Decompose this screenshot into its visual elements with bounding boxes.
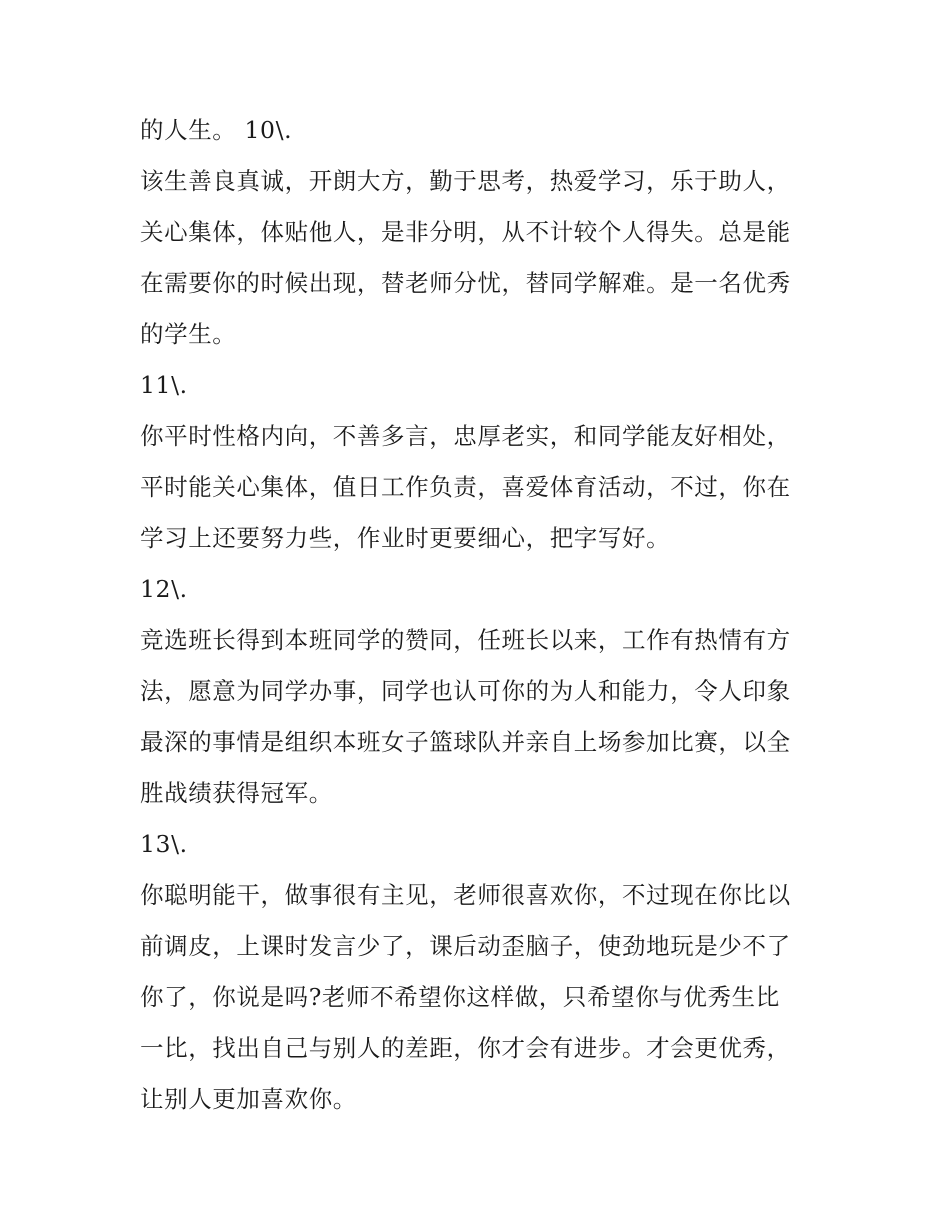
item-number: 12\.	[140, 575, 188, 603]
document-body	[140, 105, 820, 1125]
text-line: 在需要你的时候出现，替老师分忧，替同学解难。是一名优秀	[140, 269, 791, 297]
text-line: 前调皮，上课时发言少了，课后动歪脑子，使劲地玩是少不了	[140, 932, 791, 960]
text-line: 平时能关心集体，值日工作负责，喜爱体育活动，不过，你在	[140, 473, 791, 501]
text-line: 该生善良真诚，开朗大方，勤于思考，热爱学习，乐于助人，	[140, 167, 791, 195]
text-line: 你了，你说是吗?老师不希望你这样做，只希望你与优秀生比	[140, 983, 780, 1011]
text-line: 学习上还要努力些，作业时更要细心，把字写好。	[140, 524, 671, 552]
text-line: 你平时性格内向，不善多言，忠厚老实，和同学能友好相处，	[140, 422, 791, 450]
text-line: 法，愿意为同学办事，同学也认可你的为人和能力，令人印象	[140, 677, 791, 705]
text-line: 关心集体，体贴他人，是非分明，从不计较个人得失。总是能	[140, 218, 791, 246]
item-number: 13\.	[140, 830, 188, 858]
text-line: 让别人更加喜欢你。	[140, 1085, 357, 1113]
text-line: 胜战绩获得冠军。	[140, 779, 333, 807]
text-line: 的学生。	[140, 320, 237, 348]
text-line: 的人生。 10\.	[140, 116, 293, 144]
text-line: 你聪明能干，做事很有主见，老师很喜欢你，不过现在你比以	[140, 881, 791, 909]
text-line: 最深的事情是组织本班女子篮球队并亲自上场参加比赛，以全	[140, 728, 791, 756]
text-line: 竞选班长得到本班同学的赞同，任班长以来，工作有热情有方	[140, 626, 791, 654]
item-number: 11\.	[140, 371, 188, 399]
text-line: 一比，找出自己与别人的差距，你才会有进步。才会更优秀，	[140, 1034, 791, 1062]
